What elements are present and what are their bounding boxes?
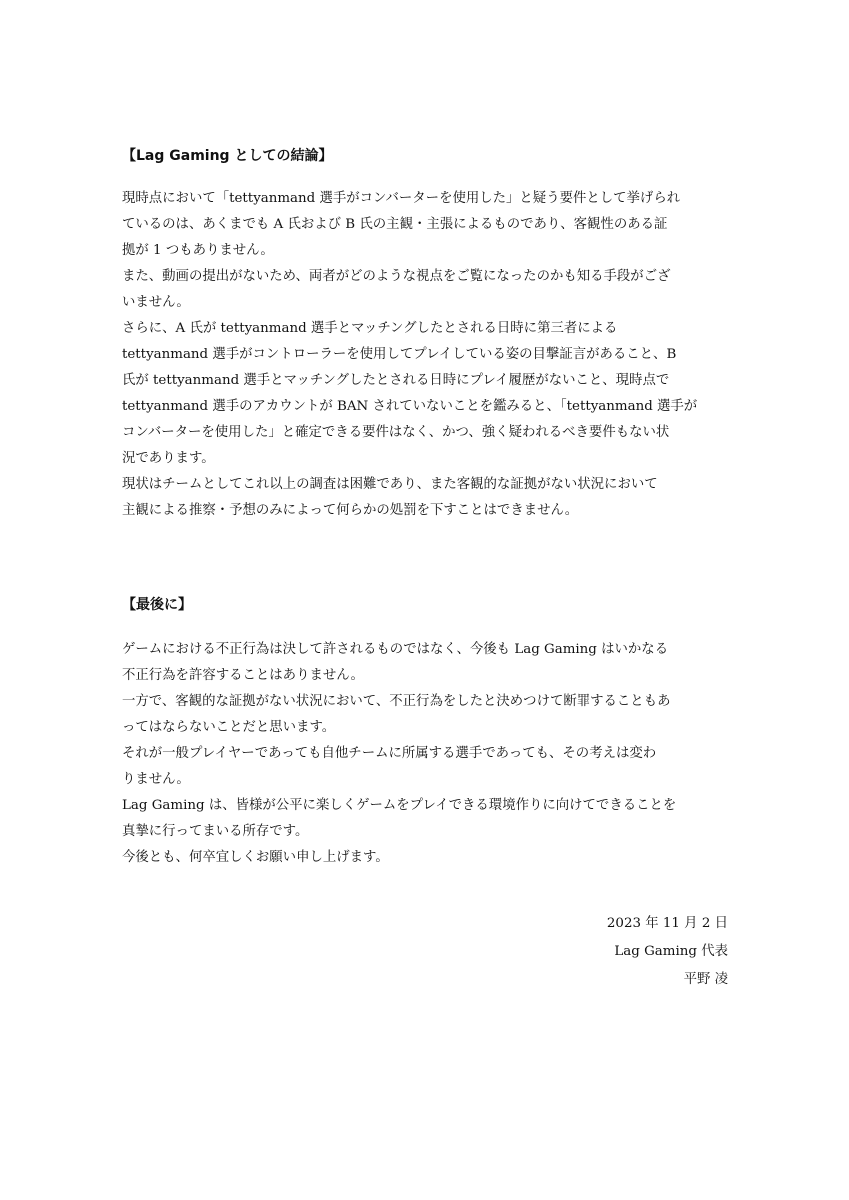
conclusion-heading: 【Lag Gaming としての結論】 [122, 148, 333, 164]
final-paragraph: 今後とも、何卒宜しくお願い申し上げます。 [122, 850, 389, 865]
final-paragraph: 一方で、客観的な証拠がない状況において、不正行為をしたと決めつけて断罪することもあ ってはならないことだと思います。 [122, 694, 671, 735]
conclusion-body [122, 186, 728, 524]
final-paragraph: Lag Gaming は、皆様が公平に楽しくゲームをプレイできる環境作りに向けてできることを 真摯に行ってまいる所存です。 [122, 798, 677, 839]
signature-block [607, 910, 728, 994]
final-section [122, 595, 728, 871]
final-paragraph: ゲームにおける不正行為は決して許されるものではなく、今後も Lag Gaming はいかなる 不正行為を許容することはありません。 [122, 642, 669, 683]
final-paragraph: それが一般プレイヤーであっても自他チームに所属する選手であっても、その考えは変わ りません。 [122, 746, 657, 787]
conclusion-paragraph: 現状はチームとしてこれ以上の調査は困難であり、また客観的な証拠がない状況において 主観による推察・予想のみによって何らかの処罰を下すことはできません。 [122, 477, 658, 518]
final-body [122, 637, 728, 871]
conclusion-section [122, 146, 728, 524]
conclusion-paragraph: また、動画の提出がないため、両者がどのような視点をご覧になったのかも知る手段がござ いません。 [122, 269, 671, 310]
signature-name: 平野 凌 [683, 972, 728, 987]
final-heading: 【最後に】 [122, 597, 192, 613]
signature-organization: Lag Gaming 代表 [614, 944, 728, 959]
signature-date: 2023 年 11 月 2 日 [606, 916, 728, 931]
conclusion-paragraph: 現時点において「tettyanmand 選手がコンバーターを使用した」と疑う要件として挙げられ ているのは、あくまでも A 氏および B 氏の主観・主張によるものであり、客観性のある証 拠が 1 つもありません。 [122, 191, 681, 258]
conclusion-paragraph: さらに、A 氏が tettyanmand 選手とマッチングしたとされる日時に第三者による tettyanmand 選手がコントローラーを使用してプレイしている姿の目撃証言があること、B 氏が tettyanmand 選手とマッチングしたとされる日時にプレイ履歴がないこと、現時点で tettyanmand 選手のアカウントが BAN されていないことを鑑みると、「tettyanmand 選手が コンバーターを使用した」と確定できる要件はなく、かつ、強く疑われるべき要件もない状 況であります。 [122, 321, 698, 466]
